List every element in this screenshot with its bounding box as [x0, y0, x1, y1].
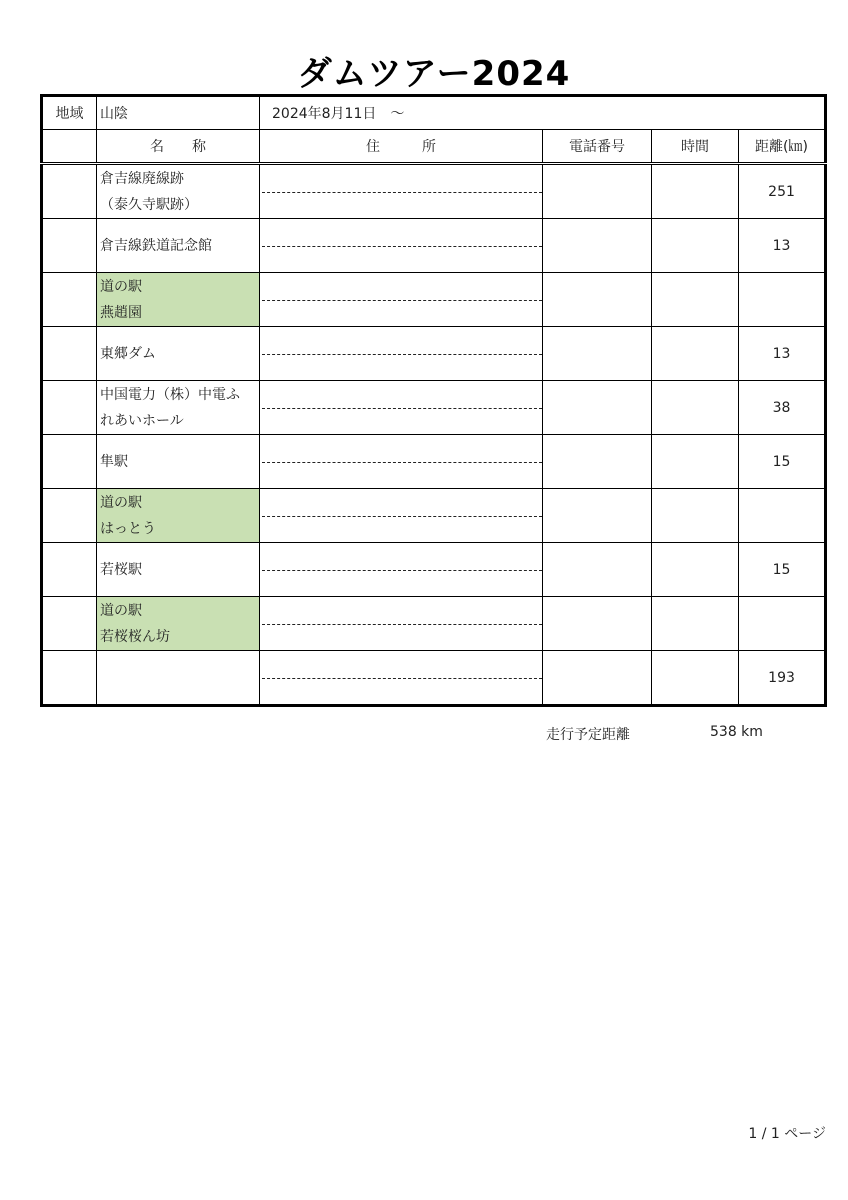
header-time: 時間: [652, 130, 739, 164]
row-blank-cell: [42, 327, 97, 381]
distance-cell: [739, 597, 826, 651]
page-number: 1 / 1 ページ: [748, 1126, 826, 1142]
time-cell: [652, 489, 739, 543]
row-blank-cell: [42, 219, 97, 273]
distance-cell: [739, 489, 826, 543]
place-name: 隼駅: [97, 435, 260, 489]
tour-date: 2024年8月11日 ～: [260, 96, 826, 130]
region-value: 山陰: [97, 96, 260, 130]
place-name: 道の駅 はっとう: [97, 489, 260, 543]
time-cell: [652, 543, 739, 597]
address-dashed-line: [262, 408, 542, 409]
distance-cell: 15: [739, 543, 826, 597]
time-cell: [652, 219, 739, 273]
place-name: 倉吉線鉄道記念館: [97, 219, 260, 273]
place-name: 道の駅 燕趙園: [97, 273, 260, 327]
address-cell: [260, 651, 543, 706]
address-dashed-line: [262, 192, 542, 193]
address-dashed-line: [262, 516, 542, 517]
column-header-row: [42, 130, 826, 164]
table-row: [42, 327, 826, 381]
row-blank-cell: [42, 597, 97, 651]
address-dashed-line: [262, 678, 542, 679]
table-row: [42, 651, 826, 706]
time-cell: [652, 164, 739, 219]
phone-cell: [543, 543, 652, 597]
address-dashed-line: [262, 300, 542, 301]
row-blank-cell: [42, 543, 97, 597]
phone-cell: [543, 489, 652, 543]
distance-cell: 193: [739, 651, 826, 706]
distance-cell: 13: [739, 219, 826, 273]
address-cell: [260, 164, 543, 219]
planned-distance-label: 走行予定距離: [546, 727, 630, 743]
address-cell: [260, 381, 543, 435]
row-blank-cell: [42, 381, 97, 435]
address-dashed-line: [262, 570, 542, 571]
header-blank: [42, 130, 97, 164]
distance-cell: 13: [739, 327, 826, 381]
header-phone: 電話番号: [543, 130, 652, 164]
place-name: 倉吉線廃線跡 （泰久寺駅跡）: [97, 164, 260, 219]
distance-cell: 15: [739, 435, 826, 489]
phone-cell: [543, 219, 652, 273]
time-cell: [652, 381, 739, 435]
table-row: [42, 219, 826, 273]
time-cell: [652, 597, 739, 651]
address-dashed-line: [262, 354, 542, 355]
phone-cell: [543, 435, 652, 489]
distance-cell: 251: [739, 164, 826, 219]
place-name: 東郷ダム: [97, 327, 260, 381]
address-cell: [260, 543, 543, 597]
table-row: [42, 164, 826, 219]
table-row: [42, 381, 826, 435]
phone-cell: [543, 381, 652, 435]
place-name: [97, 651, 260, 706]
phone-cell: [543, 164, 652, 219]
document-title: ダムツアー2024: [297, 54, 571, 94]
phone-cell: [543, 273, 652, 327]
time-cell: [652, 435, 739, 489]
row-blank-cell: [42, 435, 97, 489]
region-label: 地域: [42, 96, 97, 130]
phone-cell: [543, 327, 652, 381]
time-cell: [652, 327, 739, 381]
region-row: [42, 96, 826, 130]
address-cell: [260, 597, 543, 651]
table-row: [42, 597, 826, 651]
address-cell: [260, 489, 543, 543]
address-dashed-line: [262, 624, 542, 625]
address-dashed-line: [262, 246, 542, 247]
address-cell: [260, 219, 543, 273]
header-distance: 距離(㎞): [739, 130, 826, 164]
phone-cell: [543, 597, 652, 651]
table-row: [42, 543, 826, 597]
place-name: 道の駅 若桜桜ん坊: [97, 597, 260, 651]
row-blank-cell: [42, 489, 97, 543]
row-blank-cell: [42, 273, 97, 327]
address-cell: [260, 273, 543, 327]
address-cell: [260, 435, 543, 489]
place-name: 若桜駅: [97, 543, 260, 597]
time-cell: [652, 273, 739, 327]
row-blank-cell: [42, 164, 97, 219]
table-row: [42, 435, 826, 489]
distance-cell: [739, 273, 826, 327]
address-cell: [260, 327, 543, 381]
itinerary-table: [40, 94, 827, 707]
phone-cell: [543, 651, 652, 706]
address-dashed-line: [262, 462, 542, 463]
table-row: [42, 489, 826, 543]
header-name: 名 称: [97, 130, 260, 164]
planned-distance-value: 538 km: [710, 724, 763, 740]
time-cell: [652, 651, 739, 706]
table-row: [42, 273, 826, 327]
distance-cell: 38: [739, 381, 826, 435]
place-name: 中国電力（株）中電ふ れあいホール: [97, 381, 260, 435]
header-address: 住 所: [260, 130, 543, 164]
row-blank-cell: [42, 651, 97, 706]
